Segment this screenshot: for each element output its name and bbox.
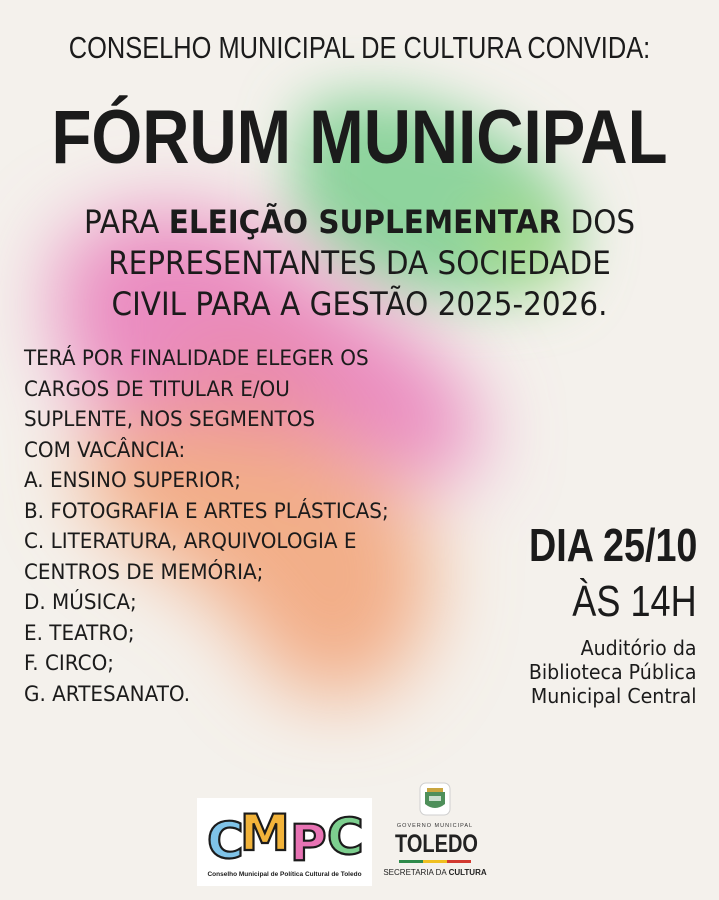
venue-line: Biblioteca Pública [529,660,697,684]
toledo-government-logo [385,780,505,885]
segment-item: G. ARTESANATO. [24,681,191,706]
segment-item: E. TEATRO; [24,620,135,645]
description-line: SUPLENTE, NOS SEGMENTOS [24,407,316,431]
cmpc-letter-c2: C [327,808,364,866]
cmpc-letter-p: P [290,814,327,872]
description-line: TERÁ POR FINALIDADE ELEGER OS [24,346,369,370]
secretaria-name: CULTURA [448,868,487,877]
toledo-wordmark: TOLEDO [395,830,478,858]
segment-item: B. FOTOGRAFIA E ARTES PLÁSTICAS; [24,498,389,523]
secretaria-label [375,868,495,877]
government-label: GOVERNO MUNICIPAL [396,823,474,829]
cmpc-letter-m: M [240,804,290,862]
secretaria-prefix: SECRETARIA DA [383,868,447,877]
event-time: ÀS 14H [572,577,697,626]
subtitle-suffix: DOS [570,203,636,241]
subtitle-highlight: ELEIÇÃO SUPLEMENTAR [168,203,562,241]
subtitle-line-2: REPRESENTANTES DA SOCIEDADE [108,244,611,282]
invitation-heading: CONSELHO MUNICIPAL DE CULTURA CONVIDA: [68,30,651,65]
venue-line: Auditório da [581,636,697,660]
flag-stripe [399,860,471,863]
page-title: FÓRUM MUNICIPAL [51,95,668,180]
segment-item: CENTROS DE MEMÓRIA; [24,559,264,584]
event-date: DIA 25/10 [528,519,697,571]
segment-item: C. LITERATURA, ARQUIVOLOGIA E [24,529,357,553]
cmpc-letters [197,798,372,872]
cmpc-logo [197,798,372,886]
subtitle-prefix: PARA [83,203,160,241]
description-line: COM VACÂNCIA: [24,437,186,462]
purpose-description [24,343,471,709]
segment-item: A. ENSINO SUPERIOR; [24,468,241,492]
event-venue [529,636,697,708]
segment-item: F. CIRCO; [24,651,114,675]
subtitle [29,202,690,325]
coat-of-arms-icon [385,780,485,820]
cmpc-caption: Conselho Municipal de Política Cultural de Toledo [207,871,362,878]
venue-line: Municipal Central [531,684,697,708]
description-line: CARGOS DE TITULAR E/OU [24,376,290,401]
subtitle-line-3: CIVIL PARA A GESTÃO 2025-2026. [111,285,608,323]
cmpc-letter-c: C [207,812,244,870]
segment-item: D. MÚSICA; [24,590,137,614]
subtitle-line-1 [29,202,690,243]
